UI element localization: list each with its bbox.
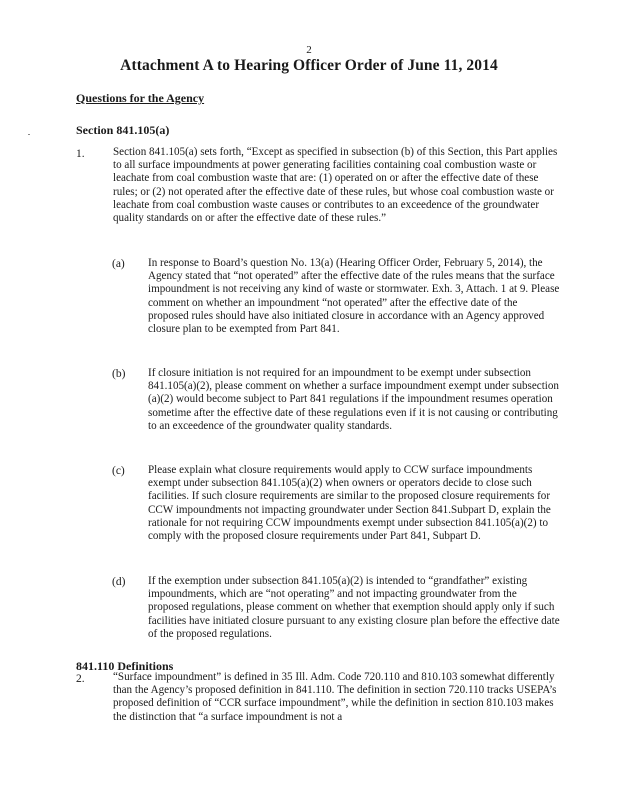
subitem-label: (c)	[112, 465, 125, 477]
question-text: “Surface impoundment” is defined in 35 Ill. Adm. Code 720.110 and 810.103 somewhat differently than the Agency’s proposed definition in 841.110. The definition in section 720.110 tracks USEPA’s proposed definition of “CCR surface impoundment”, while the definition in section 810.103 makes the distinction that “a surface impoundment is not a	[113, 671, 557, 723]
subitem-text: If the exemption under subsection 841.105(a)(2) is intended to “grandfather” existing impoundments, which are “not operating” and not impacting groundwater from the proposed regulations, please comment on whether that exemption should apply only if such facilities have initiated closure pursuant to any existing closure plan before the effective date of the proposed regulations.	[148, 575, 560, 640]
subitem-label: (a)	[112, 258, 125, 270]
subsection-heading: Section 841.105(a)	[76, 123, 170, 137]
definitions-heading: 841.110 Definitions	[76, 659, 174, 673]
subitem-text: In response to Board’s question No. 13(a) (Hearing Officer Order, February 5, 2014), the Agency stated that “not operated” after the effective date of the rules means that the surface impoundment is not receiving any kind of waste or stormwater. Exh. 3, Attach. 1 at 9. Please comment on whether an impoundment “not operated” after the effective date of the proposed rules should have also initiated closure in accordance with an Agency approved closure plan to be exempted from Part 841.	[148, 257, 560, 336]
subitem-label: (d)	[112, 576, 126, 588]
section-heading: Questions for the Agency	[76, 91, 205, 105]
question-number: 2.	[76, 673, 85, 685]
subitem-text: Please explain what closure requirements would apply to CCW surface impoundments exempt under subsection 841.105(a)(2) when owners or operators decide to close such facilities. If such closure requirements are similar to the proposed closure requirements for CCW impoundments not impacting groundwater under Section 841.Subpart D, explain the rationale for not requiring CCW impoundments exempt under subsection 841.105(a)(2) to comply with the proposed closure requirements under Part 841, Subpart D.	[148, 464, 551, 543]
scan-mark	[28, 134, 30, 135]
subitem-text: If closure initiation is not required for an impoundment to be exempt under subsection 841.105(a)(2), please comment on whether a surface impoundment exempt under subsection (a)(2) would become subject to Part 841 regulations if the impoundment resumes operation sometime after the effective date of these regulations even if it is not causing or contributing to an exceedence of the groundwater quality standards.	[148, 367, 559, 432]
subitem-label: (b)	[112, 368, 126, 380]
page-number: 2	[306, 44, 312, 56]
document-title: Attachment A to Hearing Officer Order of June 11, 2014	[120, 57, 498, 74]
question-number: 1.	[76, 148, 85, 160]
question-text: Section 841.105(a) sets forth, “Except as specified in subsection (b) of this Section, this Part applies to all surface impoundments at power generating facilities containing coal combustion waste or leachate from coal combustion waste that are: (1) operated on or after the effective date of these rules; or (2) not operated after the effective date of these rules, but whose coal combustion waste or leachate from coal combustion waste causes or contributes to an exceedence of the groundwater quality standards on or after the effective date of these rules.”	[113, 146, 558, 225]
